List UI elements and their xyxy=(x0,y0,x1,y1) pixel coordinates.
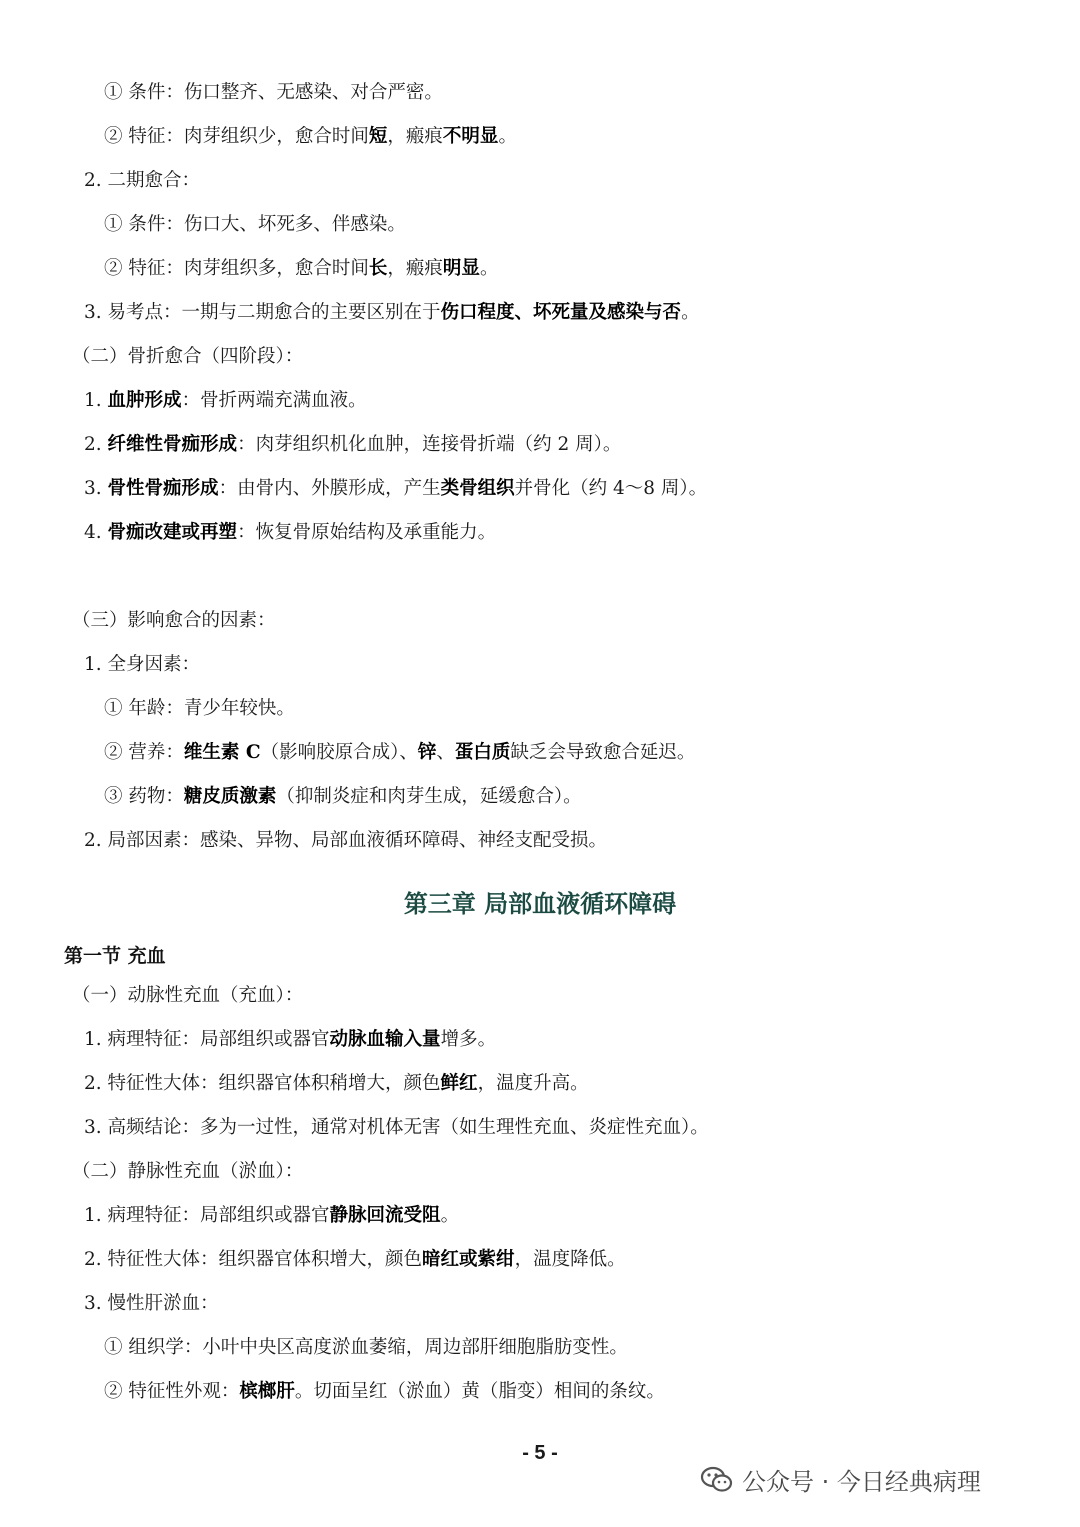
text-line xyxy=(0,983,1080,1009)
text-segment: 3. 易考点：一期与二期愈合的主要区别在于 xyxy=(84,302,441,323)
text-line xyxy=(0,520,1080,546)
bold-term: 槟榔肝 xyxy=(239,1381,295,1402)
text-segment: ① 组织学：小叶中央区高度淤血萎缩，周边部肝细胞脂肪变性。 xyxy=(104,1337,628,1358)
bold-term: 长 xyxy=(368,258,388,279)
text-segment: 。切面呈红（淤血）黄（脂变）相间的条纹。 xyxy=(294,1381,665,1402)
text-line xyxy=(0,828,1080,854)
bold-term: 类骨组织 xyxy=(440,478,515,499)
bold-term: 骨痂改建或再塑 xyxy=(107,522,238,543)
text-segment: 3. xyxy=(84,478,108,499)
text-line xyxy=(0,1071,1080,1097)
bold-term: 短 xyxy=(368,126,388,147)
wechat-watermark xyxy=(700,1462,981,1497)
text-segment: （影响胶原合成）、 xyxy=(260,742,418,763)
text-line xyxy=(0,168,1080,194)
bold-term: 糖皮质激素 xyxy=(183,786,277,807)
text-line xyxy=(0,80,1080,106)
text-segment: 1. 病理特征：局部组织或器官 xyxy=(84,1205,330,1226)
text-segment: ② 特征性外观： xyxy=(104,1381,240,1402)
text-line xyxy=(0,1115,1080,1141)
wechat-icon xyxy=(700,1465,734,1495)
text-line xyxy=(0,1379,1080,1405)
bold-term: 血肿形成 xyxy=(107,390,182,411)
text-segment: ② 特征：肉芽组织少，愈合时间 xyxy=(104,126,369,147)
text-line xyxy=(0,300,1080,326)
text-segment: ③ 药物： xyxy=(104,786,184,807)
text-segment: 2. xyxy=(84,434,108,455)
text-segment: ② 特征：肉芽组织多，愈合时间 xyxy=(104,258,369,279)
text-line xyxy=(0,256,1080,282)
text-line xyxy=(0,1203,1080,1229)
text-segment: ，瘢痕 xyxy=(387,258,443,279)
text-segment: 缺乏会导致愈合延迟。 xyxy=(510,742,696,763)
text-segment: （二）骨折愈合（四阶段）： xyxy=(72,346,304,367)
text-segment: 3. 高频结论：多为一过性，通常对机体无害（如生理性充血、炎症性充血）。 xyxy=(84,1117,709,1138)
text-segment: （一）动脉性充血（充血）： xyxy=(72,985,304,1006)
text-segment: 。 xyxy=(479,258,499,279)
text-line xyxy=(0,124,1080,150)
text-segment: 增多。 xyxy=(440,1029,497,1050)
bold-term: 骨性骨痂形成 xyxy=(107,478,219,499)
text-line xyxy=(0,1159,1080,1185)
bold-term: 静脉回流受阻 xyxy=(329,1205,441,1226)
text-segment: 2. 特征性大体：组织器官体积稍增大，颜色 xyxy=(84,1073,441,1094)
text-segment: ：骨折两端充满血液。 xyxy=(181,390,367,411)
text-segment: ① 条件：伤口整齐、无感染、对合严密。 xyxy=(104,82,443,103)
section-title: 第一节 充血 xyxy=(64,945,166,967)
text-segment: （二）静脉性充血（淤血）： xyxy=(72,1161,304,1182)
text-segment: ② 营养： xyxy=(104,742,184,763)
text-segment: 。 xyxy=(681,302,700,323)
bold-term: 鲜红 xyxy=(440,1073,478,1094)
text-line xyxy=(0,432,1080,458)
text-segment: 2. 局部因素：感染、异物、局部血液循环障碍、神经支配受损。 xyxy=(84,830,608,851)
text-line xyxy=(0,740,1080,766)
bold-term: 明显 xyxy=(442,258,480,279)
text-segment: 1. 病理特征：局部组织或器官 xyxy=(84,1029,330,1050)
text-segment: ：由骨内、外膜形成，产生 xyxy=(218,478,441,499)
text-segment: ：肉芽组织机化血肿，连接骨折端（约 2 周）。 xyxy=(237,434,622,455)
bold-term: 锌 xyxy=(417,742,437,763)
text-segment: （三）影响愈合的因素： xyxy=(72,610,276,631)
text-segment: 4. xyxy=(84,522,108,543)
bold-term: 维生素 C xyxy=(183,742,261,763)
text-line xyxy=(0,784,1080,810)
text-line xyxy=(0,1247,1080,1273)
text-segment: 3. 慢性肝淤血： xyxy=(84,1293,219,1314)
bold-term: 暗红或紫绀 xyxy=(422,1249,515,1270)
text-line xyxy=(0,652,1080,678)
bold-term: 伤口程度、坏死量及感染与否 xyxy=(440,302,682,323)
bold-term: 蛋白质 xyxy=(454,742,511,763)
watermark-text: 公众号 · 今日经典病理 xyxy=(742,1468,981,1496)
text-segment: ，瘢痕 xyxy=(387,126,443,147)
text-segment: 2. 特征性大体：组织器官体积增大，颜色 xyxy=(84,1249,423,1270)
page-number: - 5 - xyxy=(522,1442,558,1464)
text-segment: ① 条件：伤口大、坏死多、伴感染。 xyxy=(104,214,406,235)
text-line xyxy=(0,608,1080,634)
bold-term: 动脉血输入量 xyxy=(329,1029,441,1050)
text-segment: 并骨化（约 4～8 周）。 xyxy=(514,478,708,499)
text-segment: ，温度降低。 xyxy=(514,1249,626,1270)
bold-term: 纤维性骨痂形成 xyxy=(107,434,238,455)
text-segment: 、 xyxy=(436,742,455,763)
text-line xyxy=(0,476,1080,502)
text-segment: （抑制炎症和肉芽生成，延缓愈合）。 xyxy=(276,786,582,807)
text-segment: 。 xyxy=(440,1205,460,1226)
text-line xyxy=(0,1027,1080,1053)
chapter-title: 第三章 局部血液循环障碍 xyxy=(403,890,677,918)
text-line xyxy=(0,1291,1080,1317)
text-segment: 1. xyxy=(84,390,108,411)
text-segment: 1. 全身因素： xyxy=(84,654,201,675)
text-line xyxy=(0,1335,1080,1361)
text-segment: ，温度升高。 xyxy=(477,1073,589,1094)
text-line xyxy=(0,696,1080,722)
text-line xyxy=(0,212,1080,238)
text-line xyxy=(0,388,1080,414)
bold-term: 不明显 xyxy=(442,126,499,147)
text-line xyxy=(0,344,1080,370)
text-segment: 2. 二期愈合： xyxy=(84,170,201,191)
text-segment: ：恢复骨原始结构及承重能力。 xyxy=(237,522,497,543)
text-segment: ① 年龄：青少年较快。 xyxy=(104,698,295,719)
text-segment: 。 xyxy=(498,126,517,147)
